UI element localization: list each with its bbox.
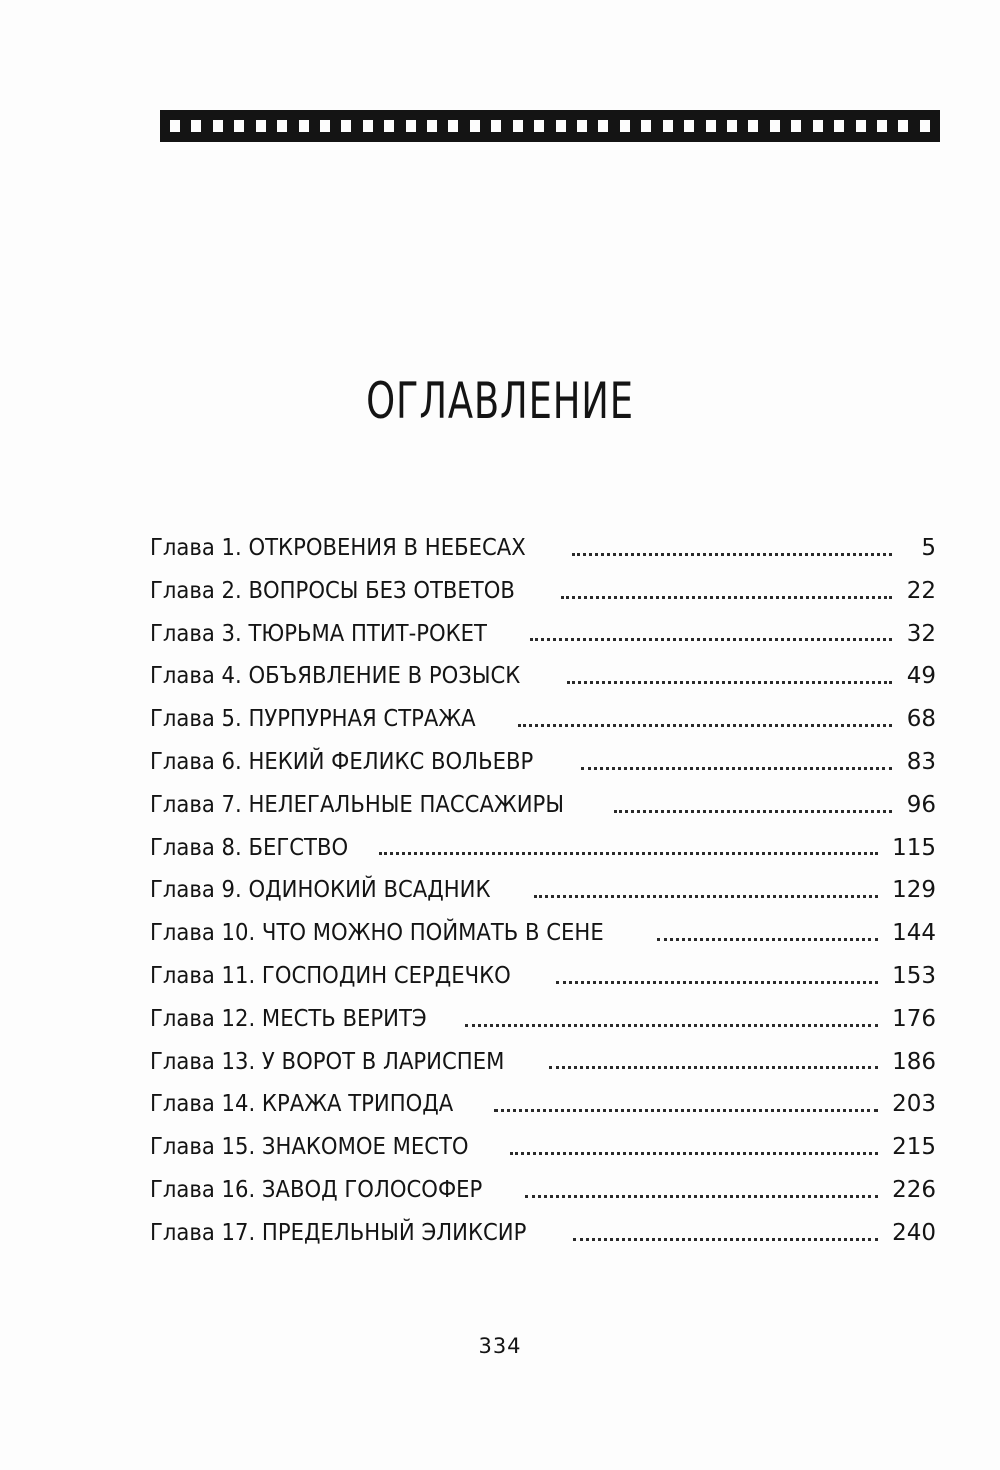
toc-entry[interactable] [150,655,936,698]
table-of-contents [150,527,936,1255]
chapter-title: Глава 1. ОТКРОВЕНИЯ В НЕБЕСАХ [150,535,526,561]
toc-entry[interactable] [150,1126,936,1169]
dot-leader [614,810,892,813]
chapter-page: 186 [892,1048,936,1075]
chapter-page: 129 [892,877,936,904]
dot-leader [549,1066,878,1069]
chapter-page: 22 [906,577,936,604]
film-perforation [534,120,544,132]
chapter-title: Глава 2. ВОПРОСЫ БЕЗ ОТВЕТОВ [150,577,515,604]
film-perforation [663,120,673,132]
toc-entry[interactable] [150,1041,936,1084]
dot-leader [525,1195,878,1198]
film-perforation [598,120,608,132]
chapter-title: Глава 8. БЕГСТВО [150,834,349,861]
chapter-page: 226 [892,1176,936,1203]
film-perforation [748,120,758,132]
chapter-page: 176 [892,1005,936,1032]
toc-entry[interactable] [150,1169,936,1212]
film-perforation [706,120,716,132]
page-number: 334 [478,1334,522,1358]
film-perforation [213,120,223,132]
chapter-title: Глава 16. ЗАВОД ГОЛОСОФЕР [150,1176,483,1203]
film-perforation [727,120,737,132]
film-perforation [620,120,630,132]
toc-entry[interactable] [150,827,936,870]
toc-entry[interactable] [150,698,936,741]
chapter-page: 49 [906,663,936,690]
film-perforation [813,120,823,132]
chapter-title: Глава 6. НЕКИЙ ФЕЛИКС ВОЛЬЕВР [150,748,534,775]
dot-leader [530,638,892,641]
film-perforation [320,120,330,132]
chapter-title: Глава 5. ПУРПУРНАЯ СТРАЖА [150,706,476,733]
chapter-title: Глава 4. ОБЪЯВЛЕНИЕ В РОЗЫСК [150,663,521,690]
chapter-page: 96 [906,791,936,818]
toc-entry[interactable] [150,570,936,613]
film-perforation [427,120,437,132]
chapter-title: Глава 10. ЧТО МОЖНО ПОЙМАТЬ В СЕНЕ [150,920,604,947]
film-perforation [191,120,201,132]
chapter-page: 144 [892,920,936,947]
chapter-title: Глава 11. ГОСПОДИН СЕРДЕЧКО [150,962,511,989]
dot-leader [510,1152,878,1155]
film-strip-ornament [160,110,940,142]
film-perforation [791,120,801,132]
dot-leader [561,596,892,599]
toc-entry[interactable] [150,998,936,1041]
film-perforation [384,120,394,132]
dot-leader [572,553,892,556]
chapter-page: 32 [906,620,936,647]
film-perforation [170,120,180,132]
chapter-title: Глава 17. ПРЕДЕЛЬНЫЙ ЭЛИКСИР [150,1219,527,1246]
dot-leader [657,938,878,941]
film-perforation [577,120,587,132]
dot-leader [573,1238,878,1241]
chapter-title: Глава 13. У ВОРОТ В ЛАРИСПЕМ [150,1048,505,1075]
chapter-title: Глава 14. КРАЖА ТРИПОДА [150,1091,454,1118]
film-perforation [898,120,908,132]
chapter-title: Глава 3. ТЮРЬМА ПТИТ-РОКЕТ [150,620,487,647]
film-perforation [877,120,887,132]
film-perforation [277,120,287,132]
film-perforation [856,120,866,132]
film-perforation [513,120,523,132]
toc-entry[interactable] [150,1212,936,1255]
chapter-page: 115 [892,834,936,861]
dot-leader [518,724,892,727]
film-perforation [556,120,566,132]
toc-entry[interactable] [150,741,936,784]
chapter-page: 203 [892,1091,936,1118]
dot-leader [567,681,893,684]
film-perforation [363,120,373,132]
film-perforation [920,120,930,132]
chapter-page: 5 [921,535,936,561]
chapter-title: Глава 15. ЗНАКОМОЕ МЕСТО [150,1134,469,1161]
toc-entry[interactable] [150,912,936,955]
film-perforation [470,120,480,132]
toc-entry[interactable] [150,613,936,656]
toc-entry[interactable] [150,784,936,827]
film-perforation [341,120,351,132]
page-title: ОГЛАВЛЕНИЕ [366,372,634,430]
film-perforation [491,120,501,132]
film-perforation [406,120,416,132]
film-perforation [641,120,651,132]
film-perforation [448,120,458,132]
chapter-page: 240 [892,1219,936,1246]
film-perforation [770,120,780,132]
chapter-page: 215 [892,1134,936,1161]
chapter-title: Глава 7. НЕЛЕГАЛЬНЫЕ ПАССАЖИРЫ [150,791,564,818]
film-perforation [834,120,844,132]
chapter-title: Глава 12. МЕСТЬ ВЕРИТЭ [150,1005,427,1032]
film-perforation [256,120,266,132]
chapter-title: Глава 9. ОДИНОКИЙ ВСАДНИК [150,877,491,904]
film-perforation [234,120,244,132]
toc-entry[interactable] [150,1083,936,1126]
toc-entry[interactable] [150,955,936,998]
dot-leader [494,1109,878,1112]
dot-leader [379,852,878,855]
dot-leader [534,895,878,898]
dot-leader [581,767,892,770]
film-perforation [299,120,309,132]
film-perforation [684,120,694,132]
chapter-page: 68 [906,706,936,733]
dot-leader [465,1024,878,1027]
chapter-page: 83 [906,748,936,775]
toc-entry[interactable] [150,527,936,570]
toc-entry[interactable] [150,869,936,912]
dot-leader [556,981,878,984]
chapter-page: 153 [892,962,936,989]
